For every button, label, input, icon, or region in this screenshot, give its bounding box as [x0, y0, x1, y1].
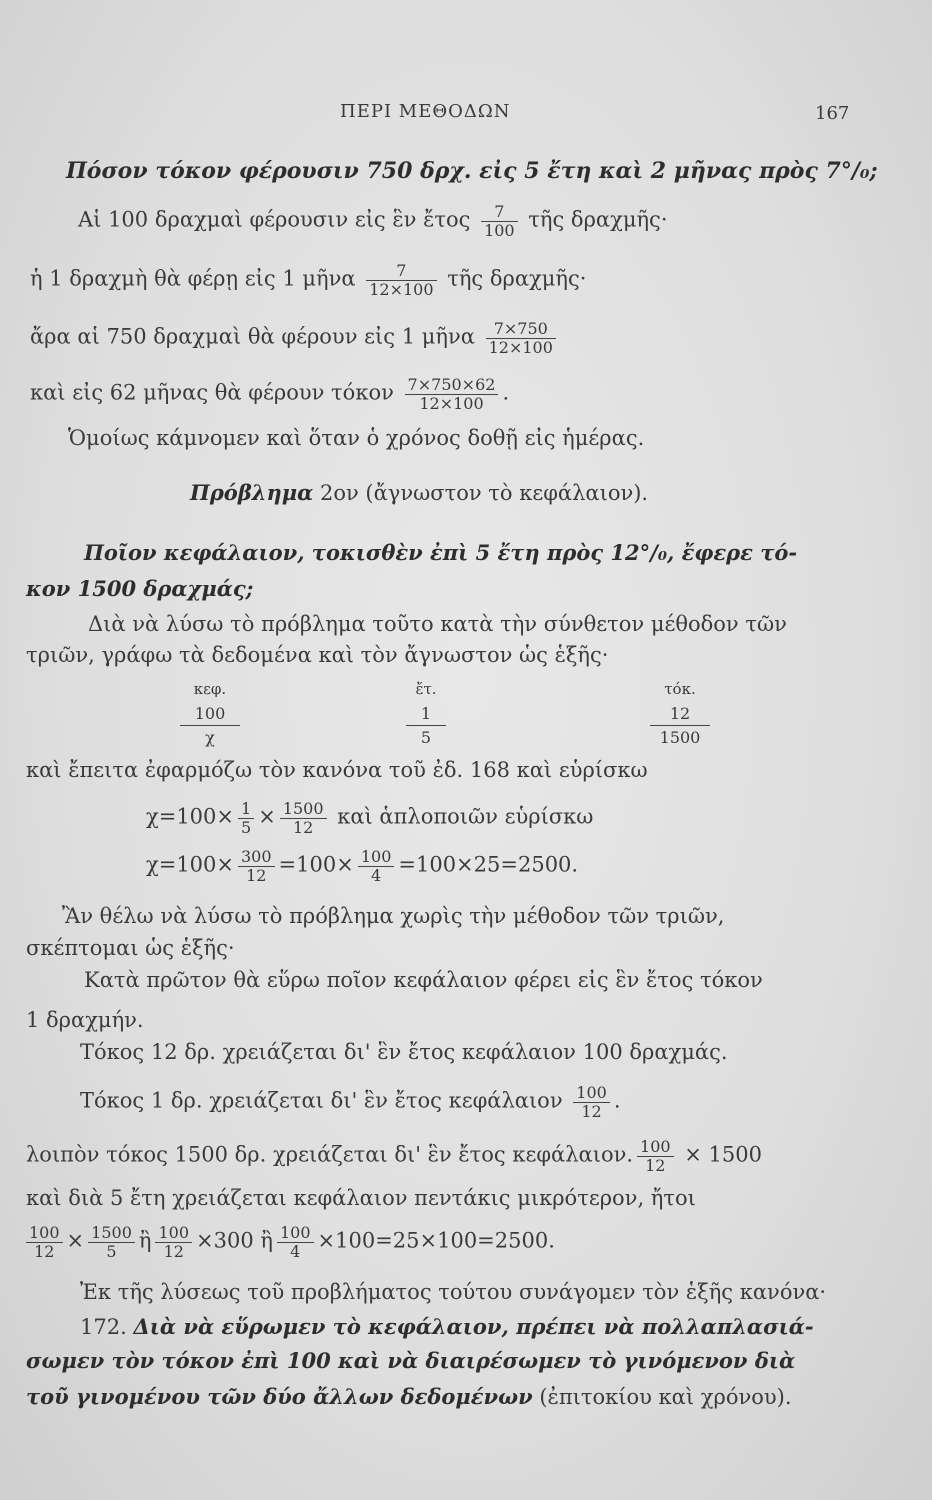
line-2: Αἱ 100 δραχμαὶ φέρουσιν εἰς ἓν ἔτος $\frac{7}{100}$ τῆς δραχμῆς· — [78, 202, 668, 240]
line-15: Ἂν θέλω νὰ λύσω τὸ πρόβλημα χωρὶς τὴν μέθοδον τῶν τριῶν, — [62, 904, 725, 928]
fraction: $\frac{7\times 750\times 62}{12\times 100}$ — [405, 376, 499, 412]
equation-2: χ=100× $\frac{300}{12}$ =100× $\frac{100}{4}$ =100×25=2500. — [146, 847, 579, 885]
fraction: $\frac{1}{5}$ — [238, 800, 254, 836]
fraction: $\frac{300}{12}$ — [238, 848, 275, 884]
fraction: $\frac{7\times 750}{12\times 100}$ — [486, 320, 556, 356]
fraction: $\frac{7}{12\times 100}$ — [366, 262, 436, 298]
fraction: $\frac{100}{12}$ — [637, 1138, 674, 1174]
fraction: $\frac{7}{100}$ — [481, 203, 518, 239]
fraction: $\frac{100}{12}$ — [26, 1224, 63, 1260]
line-11: τριῶν, γράφω τὰ δεδομένα καὶ τὸν ἄγνωστον ὡς ἑξῆς· — [26, 643, 609, 667]
line-3: ἡ 1 δραχμὴ θὰ φέρῃ εἰς 1 μῆνα $\frac{7}{12\times 100}$ τῆς δραχμῆς· — [30, 261, 587, 299]
rule-172: 172. Διὰ νὰ εὕρωμεν τὸ κεφάλαιον, πρέπει νὰ πολλαπλασιά- — [80, 1314, 814, 1339]
line-21: λοιπὸν τόκος 1500 δρ. χρειάζεται δι' ἓν ἔτος κεφάλαιον. $\frac{100}{12}$ × 1500 — [26, 1137, 762, 1175]
rule-172-cont: σωμεν τὸν τόκον ἐπὶ 100 καὶ νὰ διαιρέσωμεν τὸ γινόμενον διὰ — [26, 1348, 796, 1373]
fraction: $\frac{100}{4}$ — [277, 1224, 314, 1260]
line-24: Ἐκ τῆς λύσεως τοῦ προβλήματος τούτου συνάγομεν τὸν ἑξῆς κανόνα· — [80, 1280, 827, 1304]
line-5: καὶ εἰς 62 μῆνας θὰ φέρουν τόκον $\frac{7\times 750\times 62}{12\times 100}$ . — [30, 375, 510, 413]
running-header: ΠΕΡΙ ΜΕΘΟΔΩΝ — [340, 101, 511, 122]
fraction: $\frac{100}{4}$ — [358, 848, 395, 884]
problem-1-heading: Πόσον τόκον φέρουσιν 750 δρχ. εἰς 5 ἔτη καὶ 2 μῆνας πρὸς 7°/₀; — [66, 158, 878, 184]
line-22: καὶ διὰ 5 ἔτη χρειάζεται κεφάλαιον πεντάκις μικρότερον, ἤτοι — [26, 1186, 696, 1210]
fraction: $\frac{100}{12}$ — [573, 1084, 610, 1120]
line-17: Κατὰ πρῶτον θὰ εὕρω ποῖον κεφάλαιον φέρει εἰς ἓν ἔτος τόκον — [84, 968, 763, 992]
line-12: καὶ ἔπειτα ἐφαρμόζω τὸν κανόνα τοῦ ἐδ. 168 καὶ εὑρίσκω — [26, 758, 648, 782]
page-number: 167 — [815, 103, 850, 124]
fraction: $\frac{100}{12}$ — [155, 1224, 192, 1260]
fraction: $\frac{1500}{12}$ — [280, 800, 327, 836]
fraction: $\frac{1500}{5}$ — [88, 1224, 135, 1260]
line-4: ἄρα αἱ 750 δραχμαὶ θὰ φέρουν εἰς 1 μῆνα $\frac{7\times 750}{12\times 100}$ — [30, 320, 560, 356]
data-column-interest: τόκ. 12 1500 — [650, 680, 710, 747]
problem-2-statement: Ποῖον κεφάλαιον, τοκισθὲν ἐπὶ 5 ἔτη πρὸς 12°/₀, ἔφερε τό- — [84, 540, 798, 565]
line-16: σκέπτομαι ὡς ἑξῆς· — [26, 936, 235, 960]
line-6: Ὁμοίως κάμνομεν καὶ ὅταν ὁ χρόνος δοθῇ εἰς ἡμέρας. — [68, 426, 645, 450]
equation-3: $\frac{100}{12}$ × $\frac{1500}{5}$ ἢ $\frac{100}{12}$ ×300 ἢ $\frac{100}{4}$ ×100=25×100=2500. — [22, 1224, 555, 1260]
line-20: Τόκος 1 δρ. χρειάζεται δι' ἓν ἔτος κεφάλαιον $\frac{100}{12}$ . — [80, 1083, 621, 1121]
line-19: Τόκος 12 δρ. χρειάζεται δι' ἓν ἔτος κεφάλαιον 100 δραχμάς. — [80, 1040, 728, 1064]
line-18: 1 δραχμήν. — [26, 1008, 144, 1032]
line-10: Διὰ νὰ λύσω τὸ πρόβλημα τοῦτο κατὰ τὴν σύνθετον μέθοδον τῶν — [88, 612, 787, 636]
data-column-years: ἔτ. 1 5 — [406, 680, 446, 747]
rule-172-end: τοῦ γινομένου τῶν δύο ἄλλων δεδομένων (ἐπιτοκίου καὶ χρόνου). — [26, 1384, 792, 1409]
equation-1: χ=100× $\frac{1}{5}$ × $\frac{1500}{12}$ καὶ ἁπλοποιῶν εὑρίσκω — [146, 799, 594, 837]
problem-2-statement-cont: κον 1500 δραχμάς; — [26, 576, 254, 601]
problem-2-title: Πρόβλημα 2ον (ἄγνωστον τὸ κεφάλαιον). — [190, 480, 649, 505]
data-column-capital: κεφ. 100 χ — [180, 680, 240, 747]
